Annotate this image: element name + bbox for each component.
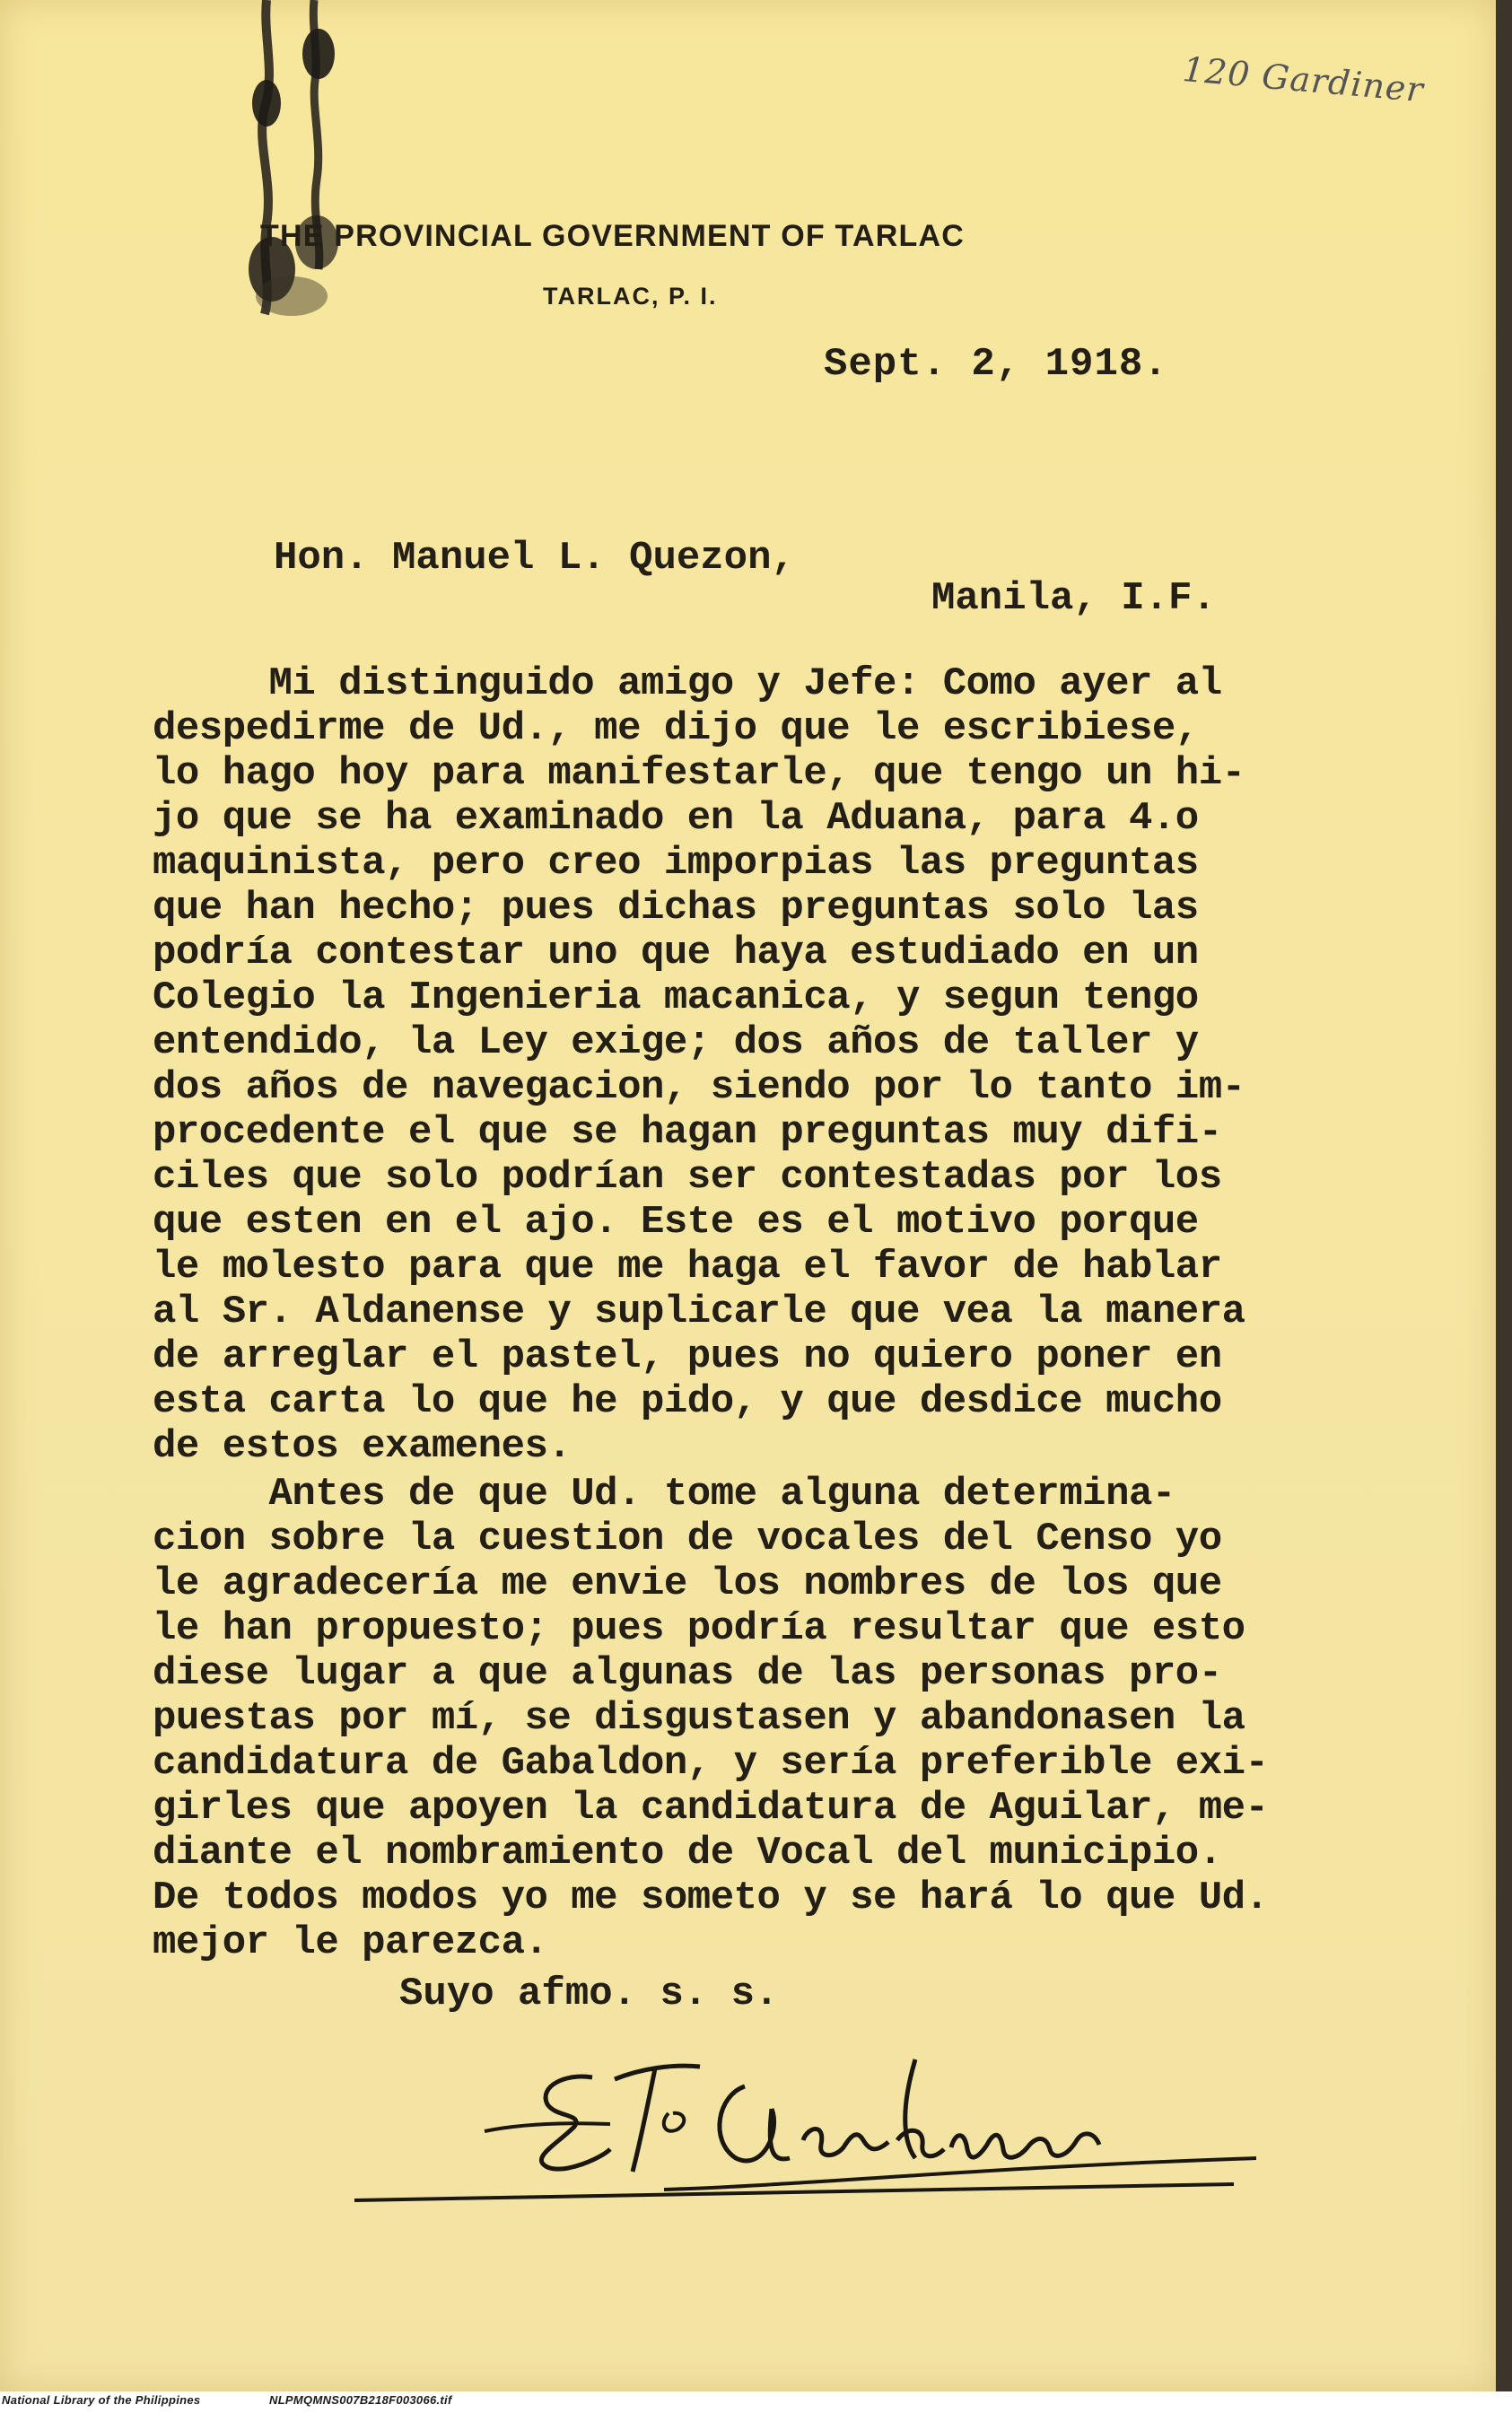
body-line: podría contestar uno que haya estudiado en un bbox=[153, 931, 1199, 975]
body-line: diese lugar a que algunas de las personas pro- bbox=[153, 1651, 1222, 1696]
letterhead-organization: THE PROVINCIAL GOVERNMENT OF TARLAC bbox=[260, 219, 965, 253]
body-line: ciles que solo podrían ser contestadas por los bbox=[153, 1155, 1222, 1200]
body-line: le molesto para que me haga el favor de hablar bbox=[153, 1245, 1222, 1290]
letter-date: Sept. 2, 1918. bbox=[824, 342, 1168, 387]
body-line: diante el nombramiento de Vocal del municipio. bbox=[153, 1831, 1222, 1875]
recipient-place: Manila, I.F. bbox=[931, 576, 1216, 621]
ink-blot-mark bbox=[229, 0, 390, 341]
body-line: Colegio la Ingenieria macanica, y segun tengo bbox=[153, 975, 1199, 1020]
signature-underline bbox=[350, 2181, 1238, 2208]
letterhead-location: TARLAC, P. I. bbox=[543, 283, 718, 310]
body-line: girles que apoyen la candidatura de Aguilar, me- bbox=[153, 1786, 1269, 1831]
body-line: le han propuesto; pues podría resultar que esto bbox=[153, 1606, 1245, 1651]
body-line: Antes de que Ud. tome alguna determina- bbox=[153, 1472, 1176, 1517]
footer-file-id: NLPMQMNS007B218F003066.tif bbox=[269, 2393, 452, 2407]
body-line: candidatura de Gabaldon, y sería preferible exi- bbox=[153, 1741, 1269, 1786]
body-line: maquinista, pero creo imporpias las preguntas bbox=[153, 841, 1199, 886]
body-line: Mi distinguido amigo y Jefe: Como ayer al bbox=[153, 661, 1222, 706]
body-line: procedente el que se hagan preguntas muy difi- bbox=[153, 1110, 1222, 1155]
body-line: puestas por mí, se disgustasen y abandonasen la bbox=[153, 1696, 1245, 1741]
handwritten-annotation: 120 Gardiner bbox=[1181, 49, 1426, 110]
body-line: esta carta lo que he pido, y que desdice mucho bbox=[153, 1379, 1222, 1424]
body-line: mejor le parezca. bbox=[153, 1920, 548, 1965]
body-line: jo que se ha examinado en la Aduana, para 4.o bbox=[153, 796, 1199, 841]
body-line: que han hecho; pues dichas preguntas solo las bbox=[153, 886, 1199, 931]
body-line: al Sr. Aldanense y suplicarle que vea la manera bbox=[153, 1290, 1245, 1334]
scan-footer bbox=[0, 2391, 1512, 2413]
body-line: le agradecería me envie los nombres de los que bbox=[153, 1561, 1222, 1606]
footer-library-credit: National Library of the Philippines bbox=[2, 2393, 201, 2407]
letter-closing: Suyo afmo. s. s. bbox=[399, 1971, 779, 2016]
body-line: despedirme de Ud., me dijo que le escribiese, bbox=[153, 706, 1199, 751]
body-line: dos años de navegacion, siendo por lo tanto im- bbox=[153, 1065, 1245, 1110]
body-line: entendido, la Ley exige; dos años de taller y bbox=[153, 1020, 1199, 1065]
body-line: lo hago hoy para manifestarle, que tengo un hi- bbox=[153, 751, 1245, 796]
body-line: de estos examenes. bbox=[153, 1424, 572, 1469]
body-line: cion sobre la cuestion de vocales del Censo yo bbox=[153, 1517, 1222, 1561]
body-line: De todos modos yo me someto y se hará lo que Ud. bbox=[153, 1875, 1269, 1920]
body-line: que esten en el ajo. Este es el motivo porque bbox=[153, 1200, 1199, 1245]
recipient-name: Hon. Manuel L. Quezon, bbox=[274, 536, 795, 581]
scan-edge bbox=[1496, 0, 1512, 2391]
body-line: de arreglar el pastel, pues no quiero poner en bbox=[153, 1334, 1222, 1379]
